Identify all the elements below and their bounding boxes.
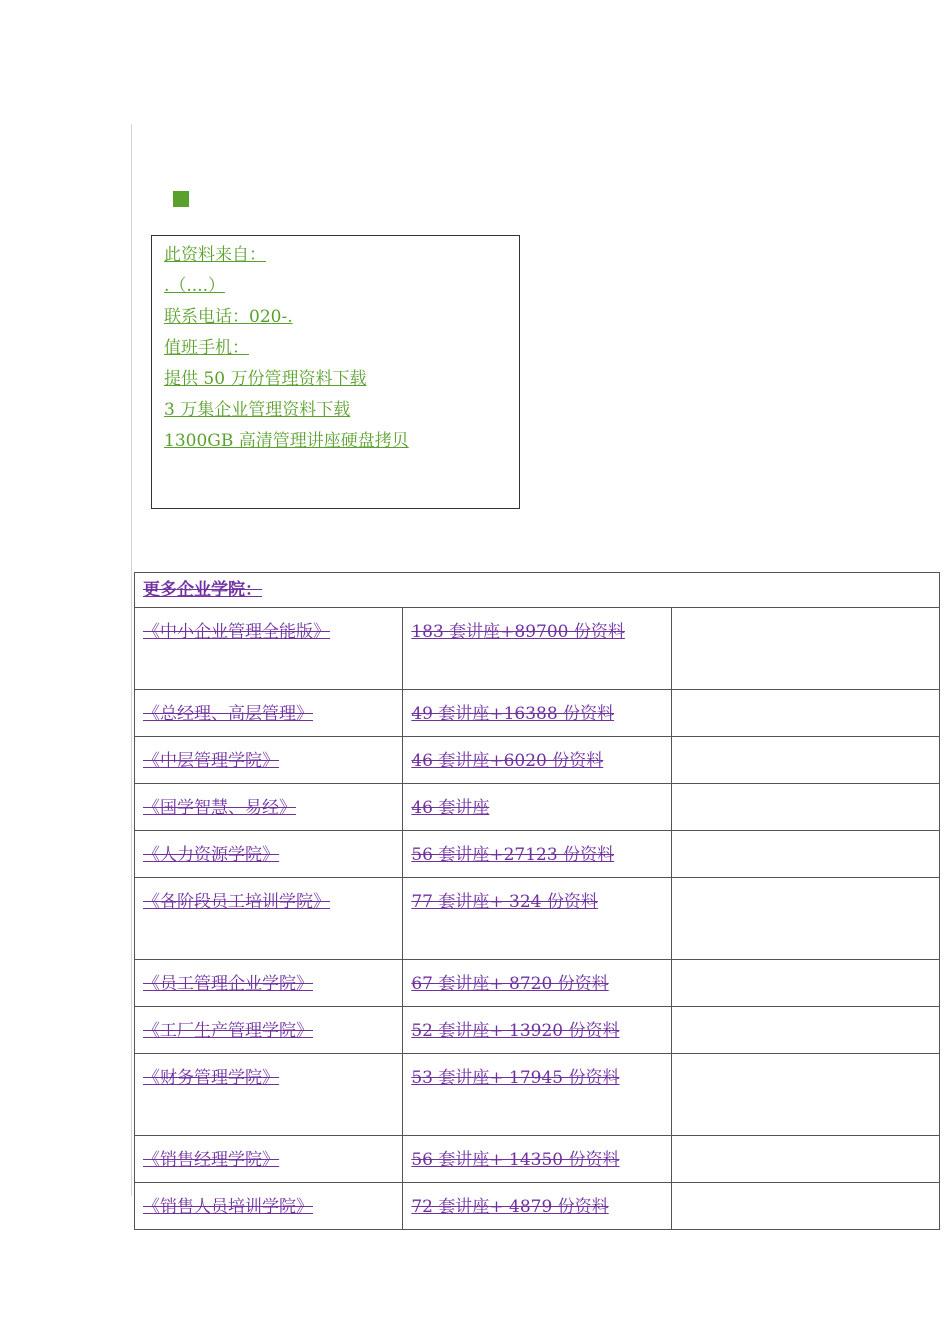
course-name-link[interactable]: 《销售经理学院》 (143, 1150, 279, 1170)
course-name-cell (135, 1007, 403, 1054)
empty-cell (671, 784, 939, 831)
course-name-cell (135, 690, 403, 737)
course-count-link[interactable]: 183 套讲座+89700 份资料 (411, 622, 625, 642)
course-count-link[interactable]: 56 套讲座+ 14350 份资料 (411, 1150, 620, 1170)
course-count-link[interactable]: 67 套讲座+ 8720 份资料 (411, 974, 609, 994)
course-count-link[interactable]: 53 套讲座+ 17945 份资料 (411, 1068, 620, 1088)
course-name-link[interactable]: 《总经理、高层管理》 (143, 704, 313, 724)
course-name-link[interactable]: 《员工管理企业学院》 (143, 974, 313, 994)
source-info-box (151, 235, 520, 509)
course-count-cell (403, 1183, 671, 1230)
course-count-cell (403, 1054, 671, 1136)
empty-cell (671, 608, 939, 690)
empty-cell (671, 960, 939, 1007)
course-name-cell (135, 960, 403, 1007)
info-line-phone[interactable]: 联系电话：020-. (164, 307, 293, 327)
course-name-link[interactable]: 《国学智慧、易经》 (143, 798, 296, 818)
table-row (135, 1183, 940, 1230)
course-name-cell (135, 1054, 403, 1136)
empty-cell (671, 1054, 939, 1136)
course-name-cell (135, 1183, 403, 1230)
course-name-cell (135, 831, 403, 878)
course-name-link[interactable]: 《销售人员培训学院》 (143, 1197, 313, 1217)
course-name-cell (135, 878, 403, 960)
info-line-downloads[interactable]: 提供 50 万份管理资料下载 (164, 369, 367, 389)
course-name-link[interactable]: 《各阶段员工培训学院》 (143, 892, 330, 912)
course-count-cell (403, 960, 671, 1007)
table-row (135, 1136, 940, 1183)
course-count-link[interactable]: 52 套讲座+ 13920 份资料 (411, 1021, 620, 1041)
table-row (135, 960, 940, 1007)
course-count-cell (403, 737, 671, 784)
info-line-mobile[interactable]: 值班手机： (164, 338, 249, 358)
empty-cell (671, 1183, 939, 1230)
table-row (135, 608, 940, 690)
table-row (135, 737, 940, 784)
empty-cell (671, 690, 939, 737)
course-count-link[interactable]: 46 套讲座+6020 份资料 (411, 751, 604, 771)
course-count-cell (403, 878, 671, 960)
course-count-cell (403, 1136, 671, 1183)
course-count-link[interactable]: 72 套讲座+ 4879 份资料 (411, 1197, 609, 1217)
info-line-disk-copy[interactable]: 1300GB 高清管理讲座硬盘拷贝 (164, 431, 409, 451)
empty-cell (671, 1136, 939, 1183)
table-header-title[interactable]: 更多企业学院： (143, 580, 262, 600)
course-name-link[interactable]: 《中小企业管理全能版》 (143, 622, 330, 642)
info-line-website[interactable]: .（....） (164, 276, 226, 296)
course-count-cell (403, 608, 671, 690)
course-count-cell (403, 831, 671, 878)
table-row (135, 1007, 940, 1054)
courses-table (134, 572, 940, 1230)
empty-cell (671, 737, 939, 784)
info-line-video-downloads[interactable]: 3 万集企业管理资料下载 (164, 400, 351, 420)
table-row (135, 690, 940, 737)
course-count-cell (403, 784, 671, 831)
empty-cell (671, 878, 939, 960)
table-header-cell (135, 573, 940, 608)
table-row (135, 784, 940, 831)
table-row (135, 831, 940, 878)
table-row (135, 878, 940, 960)
empty-cell (671, 1007, 939, 1054)
course-name-cell (135, 608, 403, 690)
course-count-link[interactable]: 56 套讲座+27123 份资料 (411, 845, 615, 865)
table-header-row (135, 573, 940, 608)
course-name-link[interactable]: 《中层管理学院》 (143, 751, 279, 771)
course-name-cell (135, 1136, 403, 1183)
course-name-link[interactable]: 《工厂生产管理学院》 (143, 1021, 313, 1041)
table-row (135, 1054, 940, 1136)
page-margin-line (131, 124, 132, 1196)
course-name-cell (135, 737, 403, 784)
course-count-link[interactable]: 77 套讲座+ 324 份资料 (411, 892, 598, 912)
course-name-link[interactable]: 《人力资源学院》 (143, 845, 279, 865)
course-count-cell (403, 1007, 671, 1054)
course-count-link[interactable]: 46 套讲座 (411, 798, 490, 818)
course-count-link[interactable]: 49 套讲座+16388 份资料 (411, 704, 615, 724)
green-square-bullet-icon (173, 191, 189, 207)
course-name-cell (135, 784, 403, 831)
course-name-link[interactable]: 《财务管理学院》 (143, 1068, 279, 1088)
info-line-source[interactable]: 此资料来自： (164, 245, 266, 265)
empty-cell (671, 831, 939, 878)
course-count-cell (403, 690, 671, 737)
